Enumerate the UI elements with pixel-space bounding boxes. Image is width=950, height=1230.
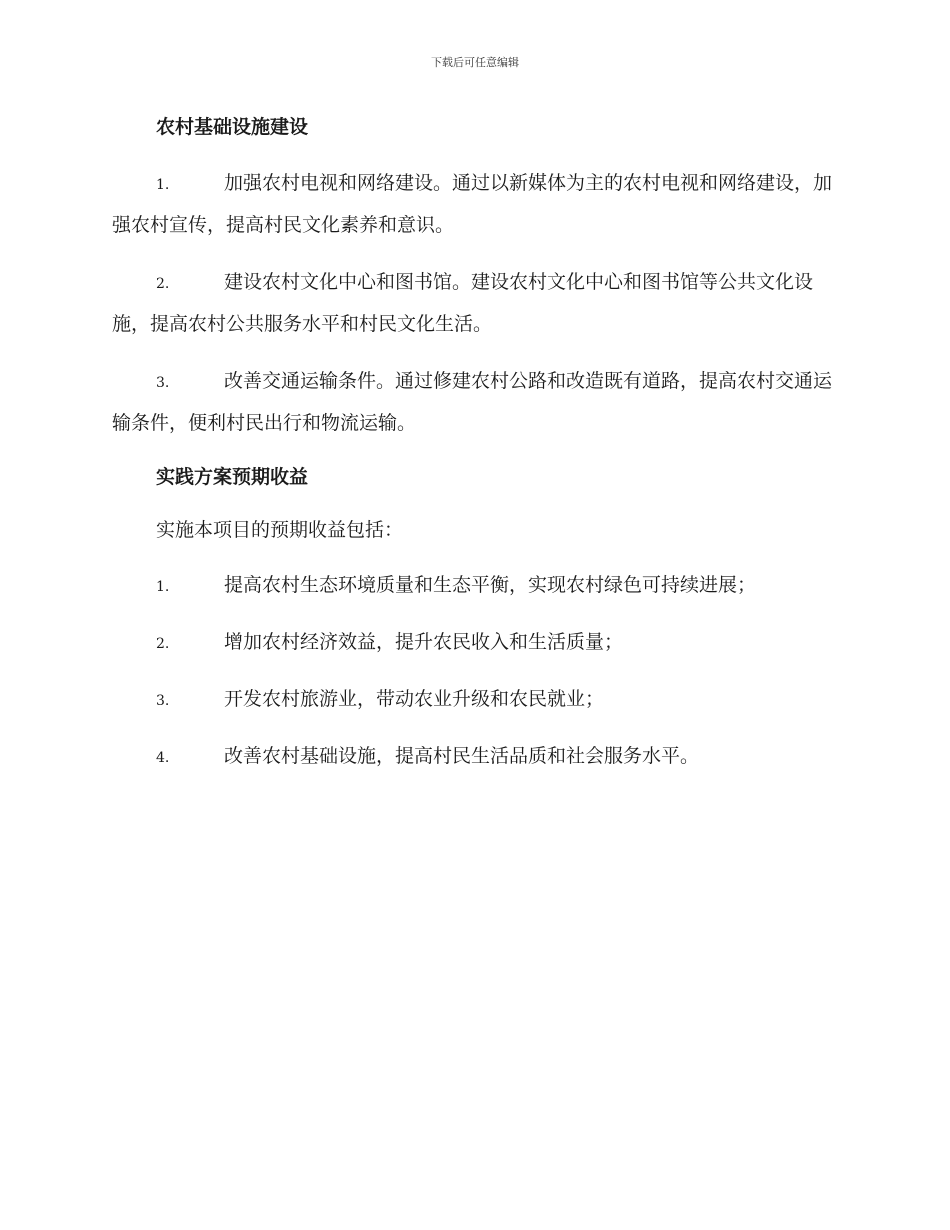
list-number: 2.: [156, 276, 170, 292]
section-heading-infrastructure: 农村基础设施建设: [156, 116, 309, 138]
list-text: 加强农村电视和网络建设。通过以新媒体为主的农村电视和网络建设，加强农村宣传，提高村民文化素养和意识。: [112, 172, 833, 236]
list-text: 开发农村旅游业，带动农业升级和农民就业；: [224, 688, 605, 710]
list-text: 改善交通运输条件。通过修建农村公路和改造既有道路，提高农村交通运输条件，便利村民出行和物流运输。: [112, 370, 833, 434]
section-heading-expected-benefits: 实践方案预期收益: [156, 466, 309, 488]
list-text: 改善农村基础设施，提高村民生活品质和社会服务水平。: [224, 745, 700, 767]
list-number: 4.: [156, 750, 170, 766]
list-item: [112, 739, 834, 775]
header-note: 下载后可任意编辑: [431, 56, 519, 69]
list-item: [112, 682, 834, 718]
list-item: [112, 625, 834, 661]
list-text: 提高农村生态环境质量和生态平衡，实现农村绿色可持续进展；: [224, 574, 757, 596]
list-item: [112, 163, 834, 245]
list-text: 增加农村经济效益，提升农民收入和生活质量；: [224, 631, 624, 653]
list-item: [112, 568, 834, 604]
list-number: 2.: [156, 636, 170, 652]
list-number: 3.: [156, 375, 170, 391]
list-number: 1.: [156, 177, 170, 193]
intro-paragraph: 实施本项目的预期收益包括：: [156, 519, 404, 541]
list-item: [112, 262, 834, 344]
document-body: [112, 110, 834, 796]
list-item: [112, 361, 834, 443]
list-number: 3.: [156, 693, 170, 709]
list-number: 1.: [156, 579, 170, 595]
list-text: 建设农村文化中心和图书馆。建设农村文化中心和图书馆等公共文化设施，提高农村公共服务水平和村民文化生活。: [112, 271, 814, 335]
